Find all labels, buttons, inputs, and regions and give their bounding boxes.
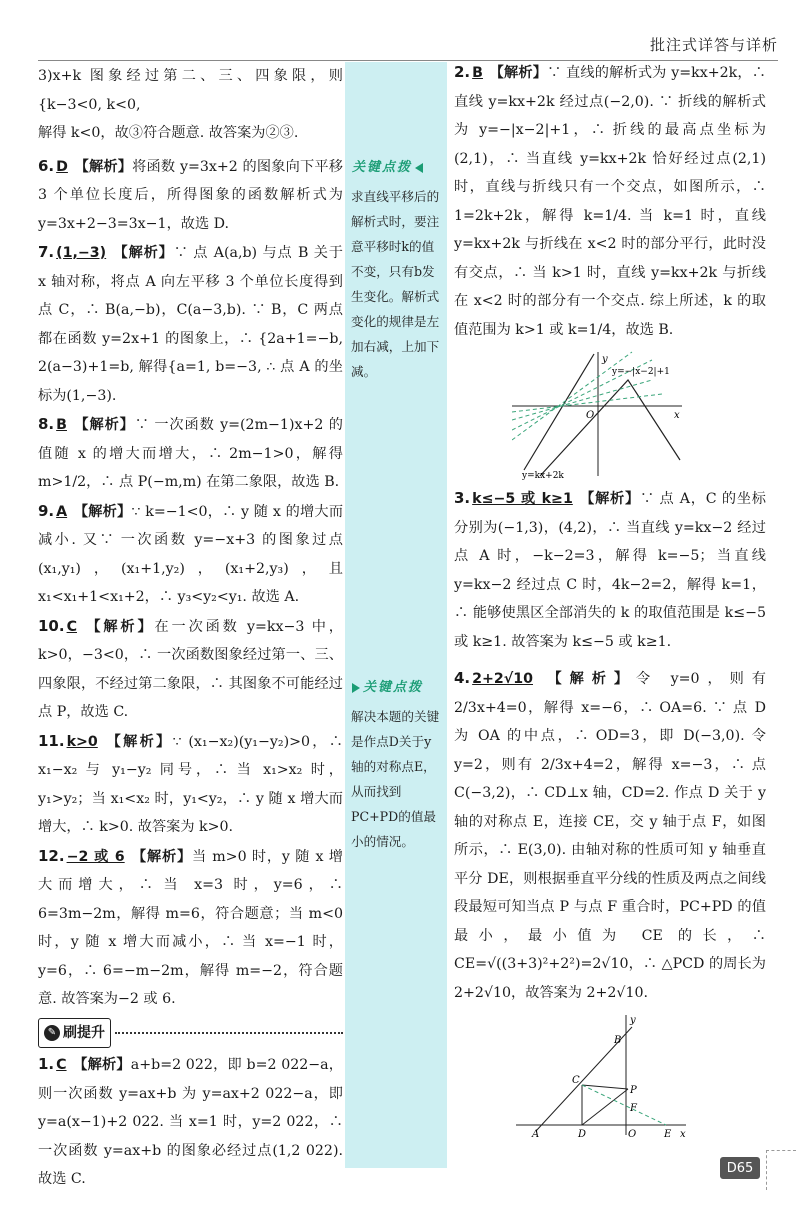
p1-tag: 【解析】 <box>73 1057 131 1073</box>
q7-answer: (1,−3) <box>56 245 107 261</box>
p3-number: 3. <box>454 489 471 507</box>
fig2-label-e: E <box>664 1129 672 1138</box>
q6-text: 将函数 y=3x+2 的图象向下平移 3 个单位长度后，所得图象的函数解析式为 y=3x+2−3=3x−1，故选 D. <box>38 158 343 232</box>
fig2-label-p: P <box>630 1085 637 1096</box>
side-note-text-2: 解决本题的关键是作点D关于y轴的对称点E，从而找到PC+PD的值最小的情况。 <box>351 709 440 849</box>
section-badge <box>38 1018 111 1049</box>
q8-answer: B <box>56 417 67 433</box>
continued-text-1: 3)x+k 图象经过第二、三、四象限，则{k−3<0, k<0, <box>38 68 343 113</box>
fig2-label-f: F <box>630 1103 637 1114</box>
page-number: D65 <box>720 1157 760 1179</box>
fig1-x-label: x <box>674 410 680 421</box>
right-column <box>454 58 766 1138</box>
section-heading <box>38 1018 343 1049</box>
corner-decoration <box>766 1150 796 1190</box>
q12-text: 当 m>0 时，y 随 x 增大而增大，∴ 当 x=3 时，y=6，∴ 6=3m−2m，解得 m=6，符合题意；当 m<0 时，y 随 x 增大而减小，∴ 当 x=−1 时，y=6，∴ 6=−m−2m，解得 m=−2，符合题意. 故答案为−2 或 6. <box>38 848 343 1007</box>
fig1-line <box>524 354 594 470</box>
figure-triangle-pcd <box>516 1013 696 1138</box>
question-9 <box>38 497 343 612</box>
q10-answer: C <box>66 618 77 635</box>
fig2-segment-ce <box>582 1085 666 1125</box>
q6-tag: 【解析】 <box>74 158 133 175</box>
q11-answer: k>0 <box>66 733 98 750</box>
fig1-y-label: y <box>602 354 608 365</box>
p4-answer: 2+2√10 <box>472 671 533 687</box>
q8-number: 8. <box>38 415 55 433</box>
fig1-origin-label: O <box>586 410 595 421</box>
q11-number: 11. <box>38 731 65 750</box>
fig2-segment-dp <box>582 1089 628 1125</box>
q8-tag: 【解析】 <box>74 417 135 433</box>
p2-answer: B <box>472 65 483 81</box>
q11-text: ∵ (x₁−x₂)(y₁−y₂)>0，∴ x₁−x₂ 与 y₁−y₂ 同号，∴ 当 x₁>x₂ 时，y₁>y₂；当 x₁<x₂ 时，y₁<y₂，∴ y 随 x 增大而增大，∴ k>0. 故答案为 k>0. <box>38 733 343 835</box>
fig2-x-label: x <box>680 1129 686 1138</box>
p4-tag: 【解析】 <box>547 671 637 687</box>
q10-text: 在一次函数 y=kx−3 中，k>0，−3<0，∴ 一次函数图象经过第一、三、四象限，不经过第二象限，∴ 其图象不可能经过点 P，故选 C. <box>38 618 343 720</box>
p3-answer: k≤−5 或 k≥1 <box>472 491 573 507</box>
side-note-head-1: 关键点拨 <box>352 156 423 175</box>
q6-answer: D <box>56 158 68 175</box>
question-6 <box>38 152 343 239</box>
q10-tag: 【解析】 <box>86 618 155 635</box>
question-11 <box>38 727 343 842</box>
q9-number: 9. <box>38 501 55 520</box>
brush-icon: ✎ <box>44 1025 60 1041</box>
question-12 <box>38 842 343 1014</box>
question-8 <box>38 410 343 497</box>
q12-answer: −2 或 6 <box>66 848 125 865</box>
q9-text: ∵ k=−1<0，∴ y 随 x 的增大而减小. 又∵ 一次函数 y=−x+3 的图象过点(x₁,y₁)，(x₁+1,y₂)，(x₁+2,y₃)，且 x₁<x₁+1<x₁+2，∴ y₃<y₂<y₁. 故选 A. <box>38 503 344 605</box>
q8-text: ∵ 一次函数 y=(2m−1)x+2 的值随 x 的增大而增大，∴ 2m−1>0，解得 m>1/2，∴ 点 P(−m,m) 在第二象限，故选 B. <box>38 417 343 490</box>
left-column <box>38 62 343 1194</box>
fig1-line-label: y=kx+2k <box>522 471 564 480</box>
p3-tag: 【解析】 <box>580 491 640 507</box>
question-p2 <box>454 58 766 344</box>
q9-answer: A <box>56 503 68 520</box>
continued-text-2: 解得 k<0，故③符合题意. 故答案为②③. <box>38 125 299 141</box>
side-note-text-1: 求直线平移后的解析式时，要注意平移时k的值不变，只有b发生变化。解析式变化的规律是左加右减，上加下减。 <box>351 189 440 379</box>
p4-text: 令 y=0，则有 2/3x+4=0，解得 x=−6，∴ OA=6. ∵ 点 D 为 OA 的中点，∴ OD=3，即 D(−3,0). 令 y=2，则有 2/3x+4=2，解得 x=−3，∴ 点 C(−3,2)，∴ CD⊥x 轴，CD=2. 作点 D 关于 y 轴的对称点 E，连接 CE，交 y 轴于点 F，如图所示，∴ E(3,0). 由轴对称的性质可知 y 轴垂直平分 DE，则根据垂直平分线的性质及两点之间线段最短可知当点 P 与点 F 重合时，PC+PD 的值最小，最小值为 CE 的长，∴ CE=√((3+3)²+2²)=2√10，∴ △PCD 的周长为 2+2√10，故答案为 2+2√10. <box>454 671 766 1001</box>
figure-line-and-fold <box>512 350 692 480</box>
fig2-y-label: y <box>630 1015 636 1026</box>
question-p3 <box>454 484 766 656</box>
q12-tag: 【解析】 <box>131 848 192 865</box>
p3-text: ∵ 点 A，C 的坐标分别为(−1,3)，(4,2)，∴ 当直线 y=kx−2 经过点 A 时，−k−2=3，解得 k=−5；当直线 y=kx−2 经过点 C 时，4k−2=2，解得 k=1，∴ 能够使黑区全部消失的 k 的取值范围是 k≤−5 或 k≥1. 故答案为 k≤−5 或 k≥1. <box>454 491 766 650</box>
fig2-label-d: D <box>578 1129 587 1138</box>
fig2-label-a: A <box>532 1129 540 1138</box>
p1-number: 1. <box>38 1055 55 1073</box>
q9-tag: 【解析】 <box>73 503 132 520</box>
q7-text: ∵ 点 A(a,b) 与点 B 关于 x 轴对称，将点 A 向左平移 3 个单位长度得到点 C，∴ B(a,−b)，C(a−3,b). ∵ B，C 两点都在函数 y=2x+1 的图象上，∴ {2a+1=−b, 2(a−3)+1=b, 解得{a=1, b=−3, ∴ 点 A 的坐标为(1,−3). <box>38 245 343 404</box>
q7-tag: 【解析】 <box>113 245 174 261</box>
question-p4 <box>454 664 766 1007</box>
q6-number: 6. <box>38 156 55 175</box>
q11-tag: 【解析】 <box>106 733 173 750</box>
fig1-dash-2 <box>512 380 652 420</box>
p2-number: 2. <box>454 63 471 81</box>
p2-tag: 【解析】 <box>489 65 548 81</box>
q10-number: 10. <box>38 616 65 635</box>
p4-number: 4. <box>454 669 471 687</box>
fig2-label-c: C <box>572 1075 580 1086</box>
q7-number: 7. <box>38 243 55 261</box>
p1-text: a+b=2 022，即 b=2 022−a，则一次函数 y=ax+b 为 y=ax+2 022−a，即 y=a(x−1)+2 022. 当 x=1 时，y=2 022，∴ 一次函数 y=ax+b 的图象必经过点(1,2 022). 故选 C. <box>38 1057 343 1187</box>
side-note-head-2: 关键点拨 <box>352 676 423 695</box>
p1-answer: C <box>56 1057 67 1073</box>
fig2-label-b: B <box>614 1035 622 1046</box>
fig1-fold-label: y=−|x−2|+1 <box>612 367 670 377</box>
section-dotted-rule <box>115 1032 343 1034</box>
question-p1 <box>38 1050 343 1194</box>
page-header-title: 批注式详答与详析 <box>649 36 778 54</box>
section-title: 刷提升 <box>63 1024 105 1041</box>
p2-text: ∵ 直线的解析式为 y=kx+2k，∴ 直线 y=kx+2k 经过点(−2,0). ∵ 折线的解析式为 y=−|x−2|+1，∴ 折线的最高点坐标为(2,1)，∴ 当直线 y=kx+2k 恰好经过点(2,1)时，直线与折线只有一个交点，如图所示，∴ 1=2k+2k，解得 k=1/4. 当 k=1 时，直线 y=kx+2k 与折线在 x<2 时的部分平行，此时没有交点，∴ 当 k>1 时，直线 y=kx+2k 与折线在 x<2 时的部分有一个交点. 综上所述，k 的取值范围为 k>1 或 k=1/4，故选 B. <box>454 65 766 338</box>
question-7 <box>38 238 343 410</box>
q12-number: 12. <box>38 846 65 865</box>
question-10 <box>38 612 343 727</box>
fig2-label-o: O <box>628 1129 637 1138</box>
